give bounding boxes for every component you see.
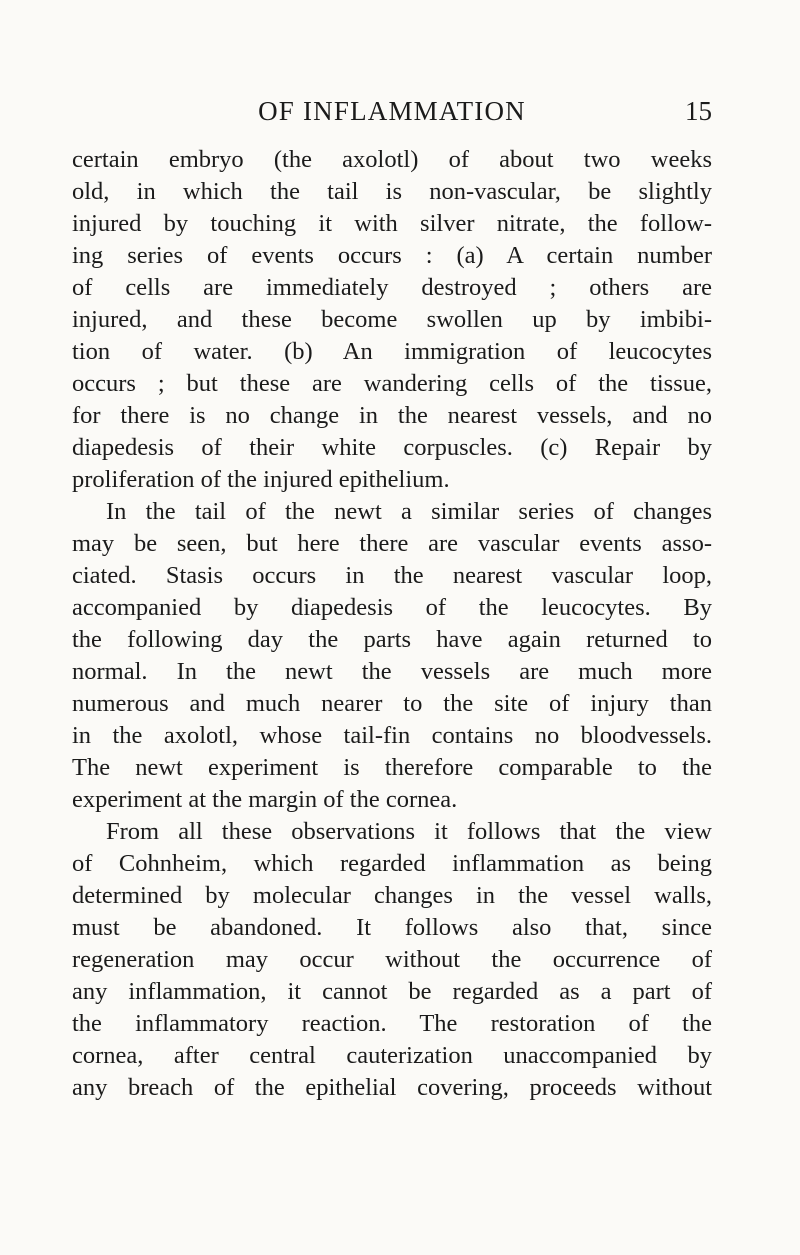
page-number: 15 bbox=[685, 96, 712, 126]
text-line: experiment at the margin of the cornea. bbox=[72, 786, 458, 813]
text-line: the inflammatory reaction. The restoration of the bbox=[72, 1010, 712, 1037]
text-line: determined by molecular changes in the vessel walls, bbox=[72, 882, 712, 909]
text-line: In the tail of the newt a similar series of changes bbox=[106, 498, 712, 525]
text-line: certain embryo (the axolotl) of about two weeks bbox=[72, 146, 712, 173]
text-line: of Cohnheim, which regarded inflammation as being bbox=[72, 850, 712, 877]
text-line: injured by touching it with silver nitrate, the follow- bbox=[72, 210, 712, 237]
text-line: The newt experiment is therefore comparable to the bbox=[72, 754, 712, 781]
text-line: tion of water. (b) An immigration of leucocytes bbox=[72, 338, 712, 365]
text-line: regeneration may occur without the occurrence of bbox=[72, 946, 712, 973]
text-line: cornea, after central cauterization unaccompanied by bbox=[72, 1042, 712, 1069]
text-line: ciated. Stasis occurs in the nearest vascular loop, bbox=[72, 562, 712, 589]
text-line: normal. In the newt the vessels are much more bbox=[72, 658, 712, 685]
text-line: injured, and these become swollen up by imbibi- bbox=[72, 306, 712, 333]
text-line: diapedesis of their white corpuscles. (c) Repair by bbox=[72, 434, 712, 461]
text-line: ing series of events occurs : (a) A certain number bbox=[72, 242, 712, 269]
text-line: of cells are immediately destroyed ; others are bbox=[72, 274, 712, 301]
text-line: proliferation of the injured epithelium. bbox=[72, 466, 450, 493]
text-line: for there is no change in the nearest vessels, and no bbox=[72, 402, 712, 429]
body-text bbox=[72, 144, 712, 1104]
text-line: in the axolotl, whose tail-fin contains no bloodvessels. bbox=[72, 722, 712, 749]
text-line: may be seen, but here there are vascular events asso- bbox=[72, 530, 712, 557]
running-title: OF INFLAMMATION bbox=[258, 96, 526, 126]
text-line: From all these observations it follows that the view bbox=[106, 818, 712, 845]
text-line: numerous and much nearer to the site of injury than bbox=[72, 690, 712, 717]
text-line: accompanied by diapedesis of the leucocytes. By bbox=[72, 594, 712, 621]
text-line: any breach of the epithelial covering, proceeds without bbox=[72, 1074, 712, 1101]
text-line: any inflammation, it cannot be regarded as a part of bbox=[72, 978, 712, 1005]
text-line: old, in which the tail is non-vascular, be slightly bbox=[72, 178, 712, 205]
text-line: occurs ; but these are wandering cells of the tissue, bbox=[72, 370, 712, 397]
running-head bbox=[72, 96, 712, 132]
text-line: must be abandoned. It follows also that, since bbox=[72, 914, 712, 941]
text-line: the following day the parts have again returned to bbox=[72, 626, 712, 653]
